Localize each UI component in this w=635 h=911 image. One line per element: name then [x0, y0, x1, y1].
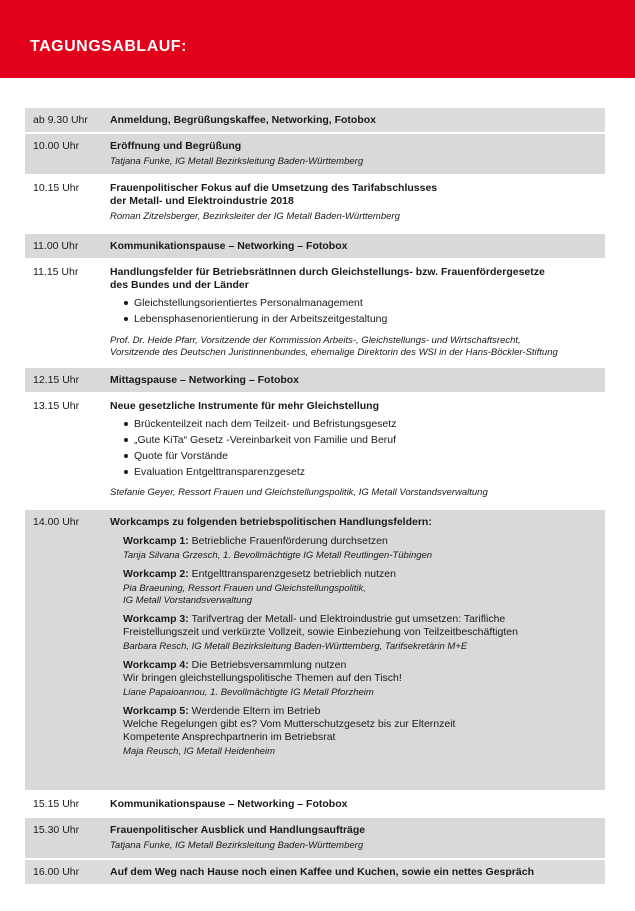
agenda-row-1600: [25, 860, 605, 884]
agenda-title: Kommunikationspause – Networking – Fotobox: [110, 240, 348, 252]
agenda-row-0930: [25, 108, 605, 132]
agenda-bullet-list: [110, 295, 600, 327]
agenda-title: Anmeldung, Begrüßungskaffee, Networking, Fotobox: [110, 114, 377, 126]
agenda-title: Neue gesetzliche Instrumente für mehr Gleichstellung: [110, 400, 379, 412]
agenda-bullet: Evaluation Entgelttransparenzgesetz: [124, 464, 600, 480]
header-banner: [0, 0, 635, 78]
workcamp-4: [123, 659, 600, 699]
agenda-time: 11.00 Uhr: [33, 240, 79, 252]
agenda-row-1215: [25, 368, 605, 392]
agenda-row-1315: [25, 394, 605, 508]
agenda-time: 10.15 Uhr: [33, 182, 80, 194]
agenda-bullet: Lebensphasenorientierung in der Arbeitszeitgestaltung: [124, 311, 600, 327]
agenda-speaker-line: Prof. Dr. Heide Pfarr, Vorsitzende der Kommission Arbeits-, Gleichstellungs- und Wirtschaftsrecht,: [110, 335, 521, 346]
workcamp-speaker: Maja Reusch, IG Metall Heidenheim: [123, 746, 276, 757]
workcamp-speaker: IG Metall Vorstandsverwaltung: [123, 595, 253, 606]
agenda-time: ab 9.30 Uhr: [33, 114, 88, 126]
agenda-time: 16.00 Uhr: [33, 866, 80, 878]
agenda-speaker: Roman Zitzelsberger, Bezirksleiter der IG Metall Baden-Württemberg: [110, 211, 400, 222]
agenda-bullet-list: [110, 416, 600, 480]
workcamp-label: Workcamp 5:: [123, 705, 189, 717]
workcamp-line: Tarifvertrag der Metall- und Elektroindustrie gut umsetzen: Tarifliche: [191, 613, 506, 625]
agenda-title: Mittagspause – Networking – Fotobox: [110, 374, 300, 386]
agenda-bullet: Gleichstellungsorientiertes Personalmanagement: [124, 295, 600, 311]
workcamp-1: [123, 535, 600, 562]
workcamp-line: Entgelttransparenzgesetz betrieblich nutzen: [191, 568, 396, 580]
workcamp-label: Workcamp 4:: [123, 659, 189, 671]
agenda-bullet: „Gute KiTa“ Gesetz -Vereinbarkeit von Familie und Beruf: [124, 432, 600, 448]
workcamp-speaker: Barbara Resch, IG Metall Bezirksleitung Baden-Württemberg, Tarifsekretärin M+E: [123, 641, 468, 652]
agenda-title-line: Handlungsfelder für BetriebsrätInnen durch Gleichstellungs- bzw. Frauenfördergesetze: [110, 266, 545, 278]
agenda-row-1515: [25, 792, 605, 816]
agenda-bullet: Quote für Vorstände: [124, 448, 600, 464]
agenda-row-1530: [25, 818, 605, 858]
workcamp-line: Betriebliche Frauenförderung durchsetzen: [191, 535, 388, 547]
page-title: TAGUNGSABLAUF:: [30, 38, 187, 55]
agenda-title: Eröffnung und Begrüßung: [110, 140, 242, 152]
agenda-time: 12.15 Uhr: [33, 374, 80, 386]
agenda-time: 11.15 Uhr: [33, 266, 79, 278]
workcamp-speaker: Liane Papaioannou, 1. Bevollmächtigte IG Metall Pforzheim: [123, 687, 374, 698]
agenda-row-1400: [25, 510, 605, 790]
agenda-title: Workcamps zu folgenden betriebspolitischen Handlungsfeldern:: [110, 516, 432, 528]
agenda-speaker: Tatjana Funke, IG Metall Bezirksleitung Baden-Württemberg: [110, 840, 364, 851]
agenda-row-1015: [25, 176, 605, 232]
agenda-title-line: Frauenpolitischer Fokus auf die Umsetzung des Tarifabschlusses: [110, 182, 438, 194]
workcamp-label: Workcamp 3:: [123, 613, 189, 625]
workcamp-line: Welche Regelungen gibt es? Vom Mutterschutzgesetz bis zur Elternzeit: [123, 718, 456, 730]
workcamp-line: Die Betriebsversammlung nutzen: [191, 659, 347, 671]
agenda-row-1000: [25, 134, 605, 174]
agenda-row-1115: [25, 260, 605, 366]
agenda-speaker: Tatjana Funke, IG Metall Bezirksleitung Baden-Württemberg: [110, 156, 364, 167]
workcamp-line: Kompetente Ansprechpartnerin im Betriebsrat: [123, 731, 336, 743]
agenda-time: 15.15 Uhr: [33, 798, 80, 810]
workcamp-line: Wir bringen gleichstellungspolitische Themen auf den Tisch!: [123, 672, 402, 684]
agenda-title-line: des Bundes und der Länder: [110, 279, 249, 291]
workcamp-speaker: Tanja Silvana Grzesch, 1. Bevollmächtigte IG Metall Reutlingen-Tübingen: [123, 550, 433, 561]
agenda-title-line: der Metall- und Elektroindustrie 2018: [110, 195, 294, 207]
agenda-title: Kommunikationspause – Networking – Fotobox: [110, 798, 348, 810]
agenda-row-1100: [25, 234, 605, 258]
agenda-title: Frauenpolitischer Ausblick und Handlungsaufträge: [110, 824, 366, 836]
agenda-speaker: Stefanie Geyer, Ressort Frauen und Gleichstellungspolitik, IG Metall Vorstandsverwaltung: [110, 487, 488, 498]
workcamp-2: [123, 568, 600, 607]
workcamp-speaker: Pia Braeuning, Ressort Frauen und Gleichstellungspolitik,: [123, 583, 366, 594]
workcamp-line: Freistellungszeit und verkürzte Vollzeit, sowie Einbeziehung von Teilzeitbeschäftigten: [123, 626, 518, 638]
workcamp-label: Workcamp 2:: [123, 568, 189, 580]
workcamp-line: Werdende Eltern im Betrieb: [191, 705, 321, 717]
agenda-time: 15.30 Uhr: [33, 824, 80, 836]
agenda-time: 13.15 Uhr: [33, 400, 80, 412]
agenda-time: 10.00 Uhr: [33, 140, 80, 152]
agenda-speaker-line: Vorsitzende des Deutschen Juristinnenbundes, ehemalige Direktorin des WSI in der Hans-Böckler-Stiftung: [110, 347, 558, 358]
agenda-title: Auf dem Weg nach Hause noch einen Kaffee und Kuchen, sowie ein nettes Gespräch: [110, 866, 534, 878]
workcamp-5: [123, 705, 600, 758]
agenda-time: 14.00 Uhr: [33, 516, 80, 528]
agenda-bullet: Brückenteilzeit nach dem Teilzeit- und Befristungsgesetz: [124, 416, 600, 432]
workcamp-label: Workcamp 1:: [123, 535, 189, 547]
workcamp-3: [123, 613, 600, 653]
